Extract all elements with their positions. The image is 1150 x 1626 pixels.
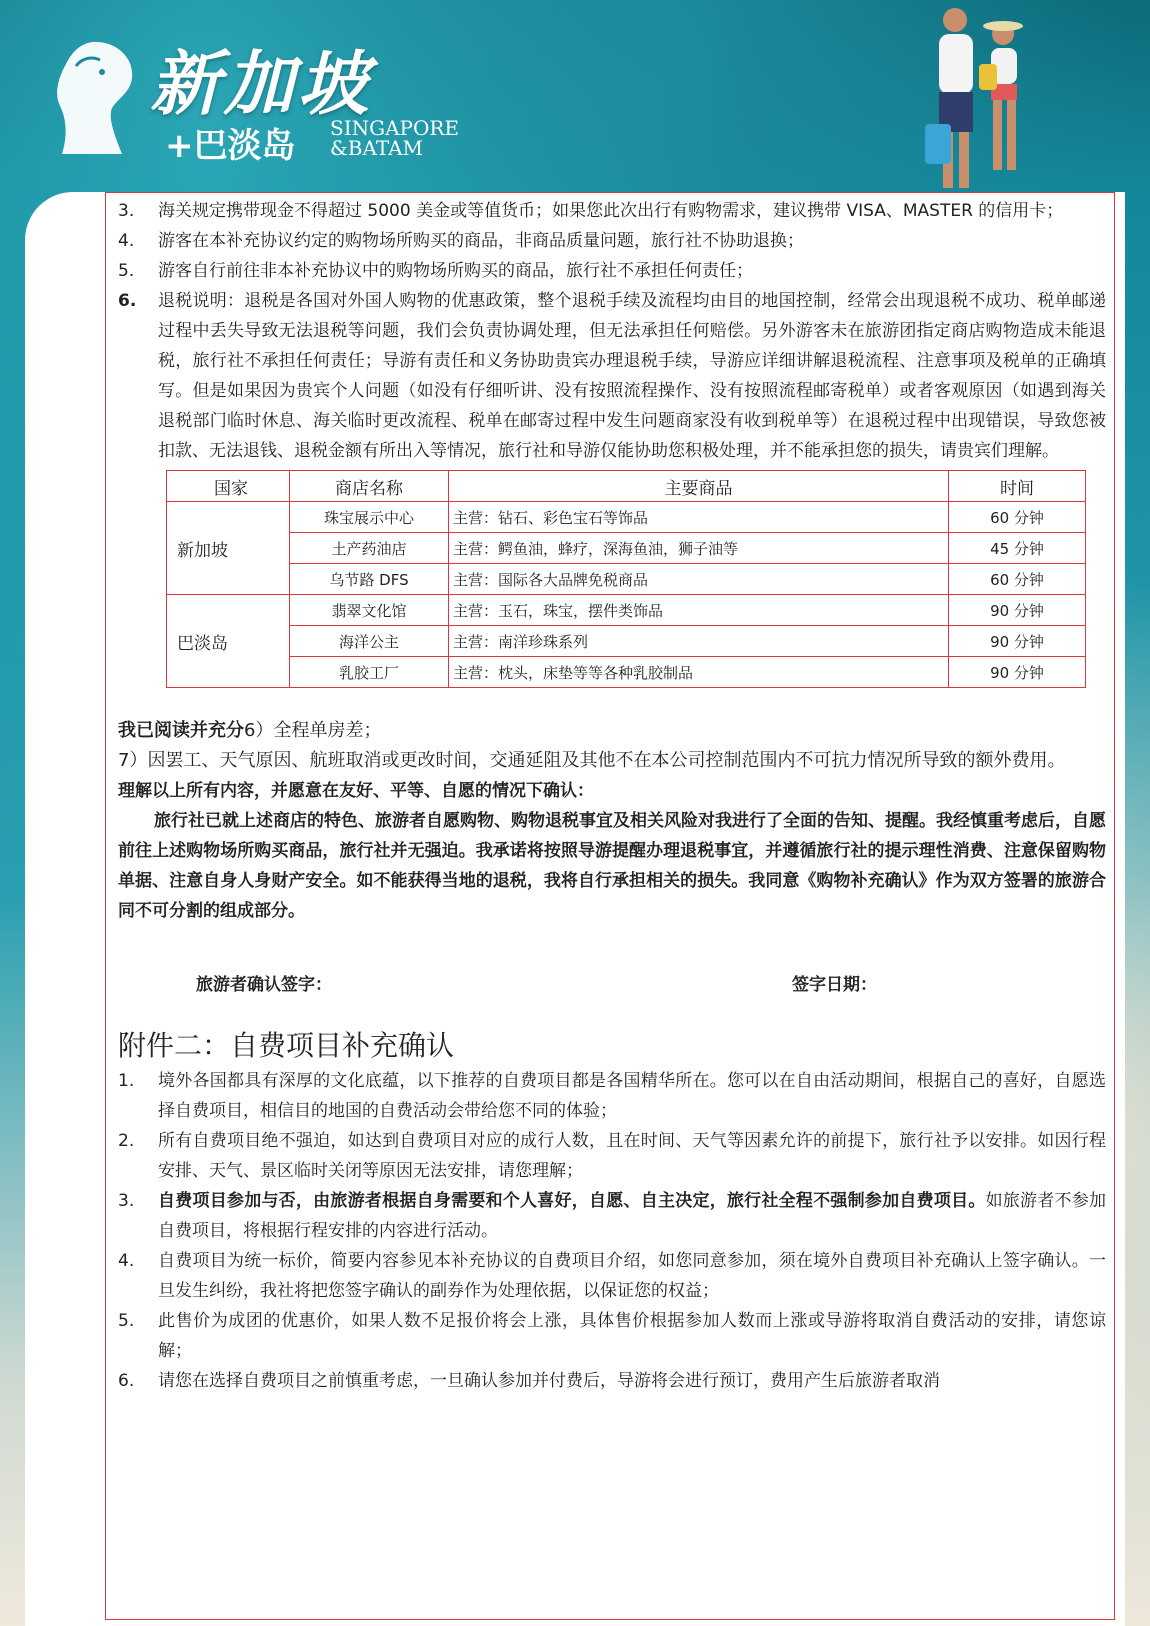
time-cell: 90 分钟	[949, 595, 1086, 626]
list-item	[118, 1186, 1106, 1246]
shop-cell: 乳胶工厂	[290, 657, 449, 688]
item-number: 2.	[118, 1131, 135, 1151]
logo-english-line1: SINGAPORE	[330, 116, 460, 140]
item-number: 4.	[118, 231, 135, 251]
item-text: 自费项目为统一标价，简要内容参见本补充协议的自费项目介绍，如您同意参加，须在境外自费项目补充确认上签字确认。一旦发生纠纷，我社将把您签字确认的副券作为处理依据，以保证您的权益；	[158, 1251, 1106, 1301]
signature-label: 旅游者确认签字：	[196, 975, 332, 995]
item-text: 游客自行前往非本补充协议中的购物场所购买的商品，旅行社不承担任何责任；	[158, 261, 753, 281]
confirm-lead	[118, 716, 1106, 746]
date-label: 签字日期：	[792, 975, 877, 995]
item-number: 4.	[118, 1251, 135, 1271]
list-item	[118, 1306, 1106, 1366]
table-row	[167, 502, 1086, 533]
logo-subtitle: +巴淡岛	[165, 126, 296, 166]
list-item	[118, 1366, 1106, 1396]
shop-table	[166, 470, 1086, 688]
item-text-rest: 如旅游者不参加自费项目，将根据行程安排的内容进行活动。	[158, 1191, 1107, 1241]
time-cell: 60 分钟	[949, 564, 1086, 595]
logo-title: 新加坡	[150, 43, 372, 125]
table-row	[167, 595, 1086, 626]
goods-cell: 主营：玉石，珠宝，摆件类饰品	[449, 595, 949, 626]
confirm-lead-rest: 6）全程单房差；	[244, 720, 382, 741]
table-row	[167, 564, 1086, 595]
list-item	[118, 1126, 1106, 1186]
shop-cell: 珠宝展示中心	[290, 502, 449, 533]
item-text: 请您在选择自费项目之前慎重考虑，一旦确认参加并付费后，导游将会进行预订，费用产生后旅游者取消	[158, 1371, 940, 1391]
shop-cell: 翡翠文化馆	[290, 595, 449, 626]
page-header	[0, 0, 1150, 200]
confirm-line-7: 7）因罢工、天气原因、航班取消或更改时间，交通延阻及其他不在本公司控制范围内不可抗力情况所导致的额外费用。	[118, 750, 1066, 771]
header-goods: 主要商品	[449, 471, 949, 502]
merlion-logo-icon	[52, 38, 142, 158]
list-item	[118, 196, 1106, 226]
time-cell: 60 分钟	[949, 502, 1086, 533]
goods-cell: 主营：南洋珍珠系列	[449, 626, 949, 657]
list-item	[118, 256, 1106, 286]
country-cell: 新加坡	[167, 502, 290, 595]
item-number: 3.	[118, 201, 135, 221]
time-cell: 90 分钟	[949, 657, 1086, 688]
annex-list	[118, 1066, 1106, 1396]
item-text: 退税说明：退税是各国对外国人购物的优惠政策，整个退税手续及流程均由目的地国控制，经常会出现退税不成功、税单邮递过程中丢失导致无法退税等问题，我们会负责协调处理，但无法承担任何赔偿。另外游客未在旅游团指定商店购物造成未能退税，旅行社不承担任何责任；导游有责任和义务协助贵宾办理退税手续，导游应详细讲解退税流程、注意事项及税单的正确填写。但是如果因为贵宾个人问题（如没有仔细听讲、没有按照流程操作、没有按照流程邮寄税单）或者客观原因（如遇到海关退税部门临时休息、海关临时更改流程、税单在邮寄过程中发生问题商家没有收到税单等）在退税过程中出现错误，导致您被扣款、无法退钱、退税金额有所出入等情况，旅行社和导游仅能协助您积极处理，并不能承担您的损失，请贵宾们理解。	[158, 291, 1106, 461]
item-text: 海关规定携带现金不得超过 5000 美金或等值货币；如果您此次出行有购物需求，建议携带 VISA、MASTER 的信用卡；	[158, 201, 1064, 221]
document-body	[118, 196, 1106, 1396]
item-text	[158, 1186, 1106, 1246]
annex-title: 附件二：自费项目补充确认	[118, 1029, 455, 1062]
table-row	[167, 626, 1086, 657]
item-number: 6.	[118, 291, 137, 311]
confirm-statement: 旅行社已就上述商店的特色、旅游者自愿购物、购物退税事宜及相关风险对我进行了全面的告知、提醒。我经慎重考虑后，自愿前往上述购物场所购买商品，旅行社并无强迫。我承诺将按照导游提醒办理退税事宜，并遵循旅行社的提示理性消费、注意保留购物单据、注意自身人身财产安全。如不能获得当地的退税，我将自行承担相关的损失。我同意《购物补充确认》作为双方签署的旅游合同不可分割的组成部分。	[118, 811, 1106, 921]
signature-row	[118, 926, 1106, 995]
item-number: 1.	[118, 1071, 135, 1091]
header-shop: 商店名称	[290, 471, 449, 502]
table-row	[167, 533, 1086, 564]
item-number: 5.	[118, 1311, 135, 1331]
item-number: 6.	[118, 1371, 135, 1391]
item-text: 所有自费项目绝不强迫，如达到自费项目对应的成行人数，且在时间、天气等因素允许的前提下，旅行社予以安排。如因行程安排、天气、景区临时关闭等原因无法安排，请您理解；	[158, 1131, 1106, 1181]
confirm-understand: 理解以上所有内容，并愿意在友好、平等、自愿的情况下确认：	[118, 781, 594, 801]
list-item	[118, 226, 1106, 256]
logo-english-line2: &BATAM	[330, 136, 424, 160]
shop-cell: 乌节路 DFS	[290, 564, 449, 595]
confirm-lead-bold: 我已阅读并充分	[118, 720, 244, 741]
shopping-notes-list	[118, 196, 1106, 466]
item-text: 境外各国都具有深厚的文化底蕴，以下推荐的自费项目都是各国精华所在。您可以在自由活动期间，根据自己的喜好，自愿选择自费项目，相信目的地国的自费活动会带给您不同的体验；	[158, 1071, 1106, 1121]
country-cell: 巴淡岛	[167, 595, 290, 688]
header-time: 时间	[949, 471, 1086, 502]
goods-cell: 主营：钻石、彩色宝石等饰品	[449, 502, 949, 533]
header-country: 国家	[167, 471, 290, 502]
list-item	[118, 1246, 1106, 1306]
item-text: 此售价为成团的优惠价，如果人数不足报价将会上涨，具体售价根据参加人数而上涨或导游将取消自费活动的安排，请您谅解；	[158, 1311, 1106, 1361]
time-cell: 45 分钟	[949, 533, 1086, 564]
goods-cell: 主营：鳄鱼油，蜂疗，深海鱼油，狮子油等	[449, 533, 949, 564]
list-item	[118, 1066, 1106, 1126]
shop-cell: 土产药油店	[290, 533, 449, 564]
item-number: 3.	[118, 1191, 135, 1211]
logo-english	[330, 118, 459, 158]
goods-cell: 主营：枕头，床垫等等各种乳胶制品	[449, 657, 949, 688]
table-row	[167, 657, 1086, 688]
table-header-row	[167, 471, 1086, 502]
goods-cell: 主营：国际各大品牌免税商品	[449, 564, 949, 595]
list-item	[118, 286, 1106, 466]
item-number: 5.	[118, 261, 135, 281]
item-text: 游客在本补充协议约定的购物场所购买的商品，非商品质量问题，旅行社不协助退换；	[158, 231, 804, 251]
time-cell: 90 分钟	[949, 626, 1086, 657]
shop-cell: 海洋公主	[290, 626, 449, 657]
beach-couple-photo	[925, 4, 1035, 194]
item-text-bold: 自费项目参加与否，由旅游者根据自身需要和个人喜好，自愿、自主决定，旅行社全程不强制参加自费项目。	[158, 1191, 986, 1211]
